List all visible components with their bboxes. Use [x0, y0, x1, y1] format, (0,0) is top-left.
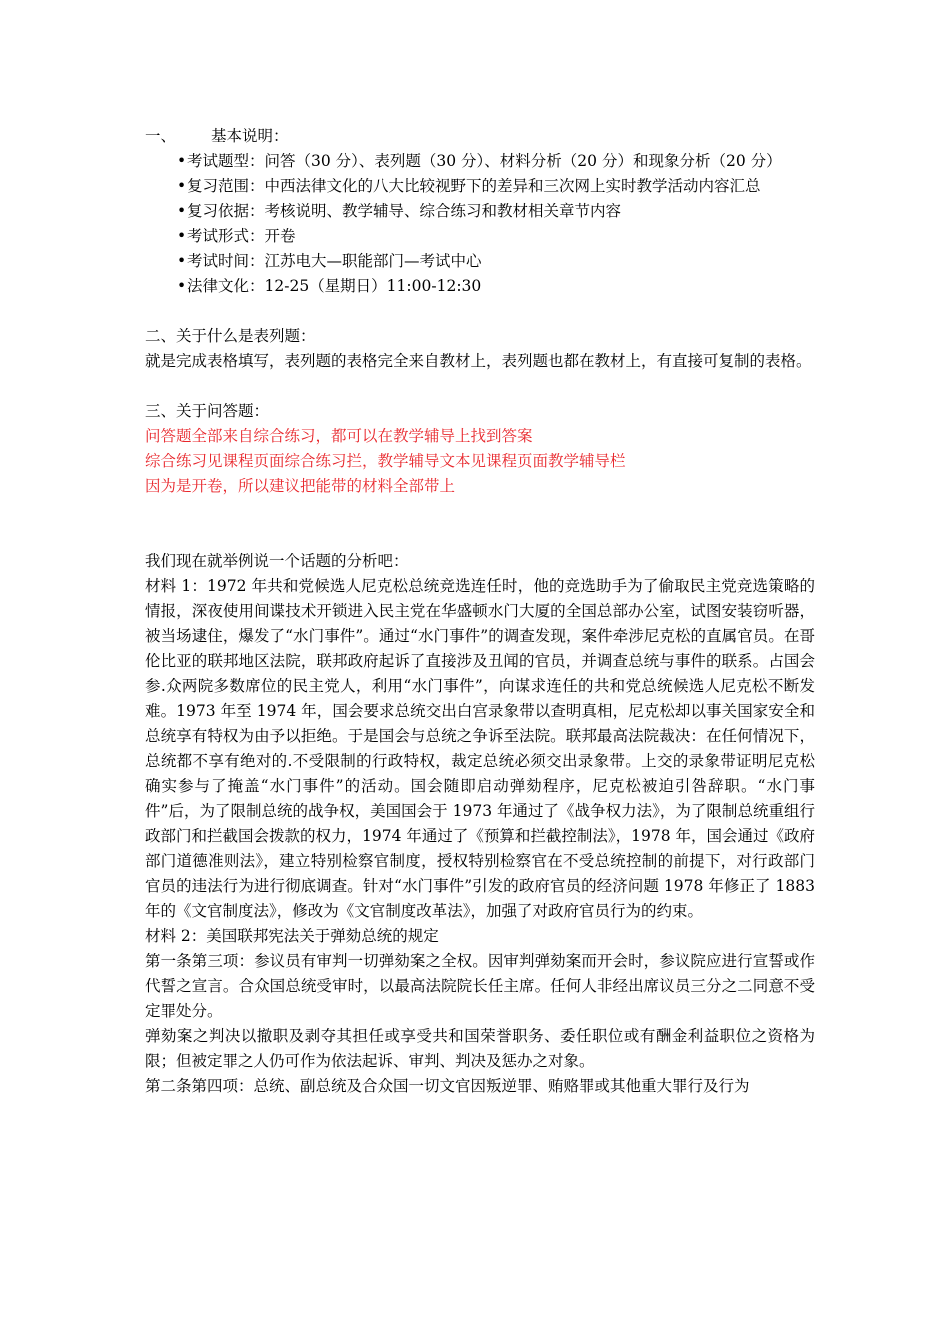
bullet-icon: • — [177, 152, 187, 170]
list-item: • 法律文化：12-25（星期日）11:00-12:30 — [177, 274, 815, 299]
material1-paragraph: 材料 1：1972 年共和党候选人尼克松总统竞选连任时，他的竞选助手为了偷取民主党竞选策略的情报，深夜使用间谍技术开锁进入民主党在华盛顿水门大厦的全国总部办公室，试图安装窃听器，被当场逮住，爆发了“水门事件”。通过“水门事件”的调查发现，案件牵涉尼克松的直属官员。在哥伦比亚的联邦地区法院，联邦政府起诉了直接涉及丑闻的官员，并调查总统与事件的联系。占国会参.众两院多数席位的民主党人，利用“水门事件”，向谋求连任的共和党总统候选人尼克松不断发难。1973 年至 1974 年，国会要求总统交出白宫录象带以查明真相，尼克松却以事关国家安全和总统享有特权为由予以拒绝。于是国会与总统之争诉至法院。联邦最高法院裁决：在任何情况下，总统都不享有绝对的.不受限制的行政特权，裁定总统必须交出录象带。上交的录象带证明尼克松确实参与了掩盖“水门事件”的活动。国会随即启动弹劾程序，尼克松被迫引咎辞职。“水门事件”后，为了限制总统的战争权，美国国会于 1973 年通过了《战争权力法》，为了限制总统重组行政部门和拦截国会拨款的权力，1974 年通过了《预算和拦截控制法》，1978 年，国会通过《政府部门道德准则法》，建立特别检察官制度，授权特别检察官在不受总统控制的前提下，对行政部门官员的违法行为进行彻底调查。针对“水门事件”引发的政府官员的经济问题 1978 年修正了 1883 年的《文官制度法》，修改为《文官制度改革法》，加强了对政府官员行为的约束。 — [145, 577, 815, 920]
section3-red-line: 综合练习见课程页面综合练习拦，教学辅导文本见课程页面教学辅导栏 — [145, 452, 626, 470]
section3-red-line: 问答题全部来自综合练习，都可以在教学辅导上找到答案 — [145, 427, 533, 445]
section1-title: 基本说明： — [211, 127, 289, 145]
example-intro: 我们现在就举例说一个话题的分析吧： — [145, 552, 409, 570]
clause1-continuation: 弹劾案之判决以撤职及剥夺其担任或享受共和国荣誉职务、委任职位或有酬金利益职位之资格为限；但被定罪之人仍可作为依法起诉、审判、判决及惩办之对象。 — [145, 1027, 815, 1070]
bullet-icon: • — [177, 177, 187, 195]
section1-number: 一、 — [145, 127, 177, 145]
bullet-icon: • — [177, 202, 187, 220]
section2-body: 就是完成表格填写，表列题的表格完全来自教材上，表列题也都在教材上，有直接可复制的表格。 — [145, 352, 812, 370]
list-item: • 考试题型：问答（30 分）、表列题（30 分）、材料分析（20 分）和现象分析（20 分） — [177, 149, 815, 174]
document-page — [145, 124, 815, 1099]
clause2-paragraph: 第二条第四项：总统、副总统及合众国一切文官因叛逆罪、贿赂罪或其他重大罪行及行为 — [145, 1077, 750, 1095]
bullet-icon: • — [177, 277, 187, 295]
list-item: • 考试时间：江苏电大—职能部门—考试中心 — [177, 249, 815, 274]
section1-heading — [145, 124, 815, 149]
bullet-icon: • — [177, 227, 187, 245]
section1-list — [145, 149, 815, 299]
section2-heading: 二、关于什么是表列题： — [145, 327, 316, 345]
bullet-icon: • — [177, 252, 187, 270]
section3-heading: 三、关于问答题： — [145, 402, 270, 420]
list-item: • 复习范围：中西法律文化的八大比较视野下的差异和三次网上实时教学活动内容汇总 — [177, 174, 815, 199]
list-item: • 复习依据：考核说明、教学辅导、综合练习和教材相关章节内容 — [177, 199, 815, 224]
list-item: • 考试形式：开卷 — [177, 224, 815, 249]
clause1-paragraph: 第一条第三项：参议员有审判一切弹劾案之全权。因审判弹劾案而开会时，参议院应进行宣誓或作代誓之宣言。合众国总统受审时，以最高法院院长任主席。任何人非经出席议员三分之二同意不受定罪处分。 — [145, 952, 815, 1020]
section3-red-line: 因为是开卷，所以建议把能带的材料全部带上 — [145, 477, 456, 495]
material2-title: 材料 2：美国联邦宪法关于弹劾总统的规定 — [145, 927, 439, 945]
